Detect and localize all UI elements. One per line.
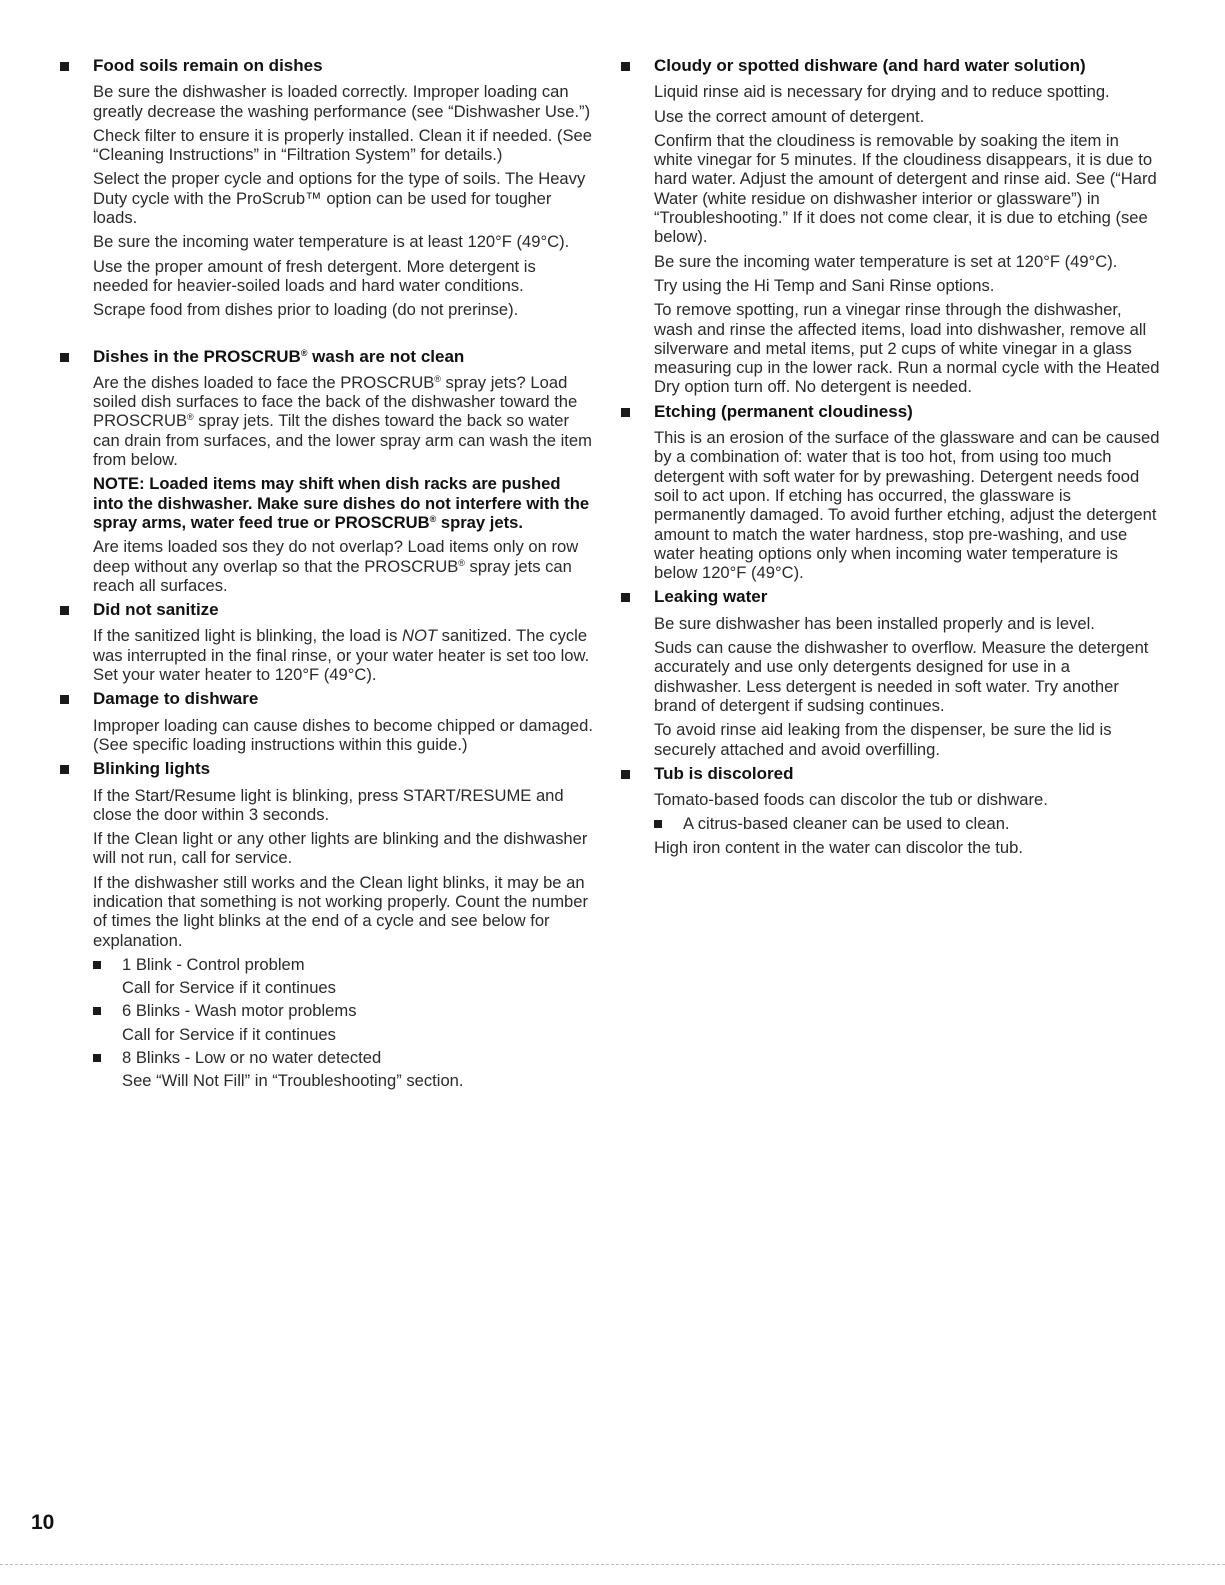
blink-code-item (93, 955, 595, 974)
square-bullet-icon (93, 961, 101, 969)
blink-code-action: Call for Service if it continues (122, 1024, 336, 1044)
section-heading (621, 402, 1161, 421)
paragraph: Liquid rinse aid is necessary for drying and to reduce spotting. (654, 82, 1110, 102)
section-heading (60, 689, 595, 708)
section-proscrub (60, 347, 595, 596)
paragraph: Select the proper cycle and options for the type of soils. The Heavy Duty cycle with the ProScrub™ option can be used for tougher loads. (93, 169, 586, 228)
paragraph: Scrape food from dishes prior to loading (do not prerinse). (93, 300, 519, 320)
tip-text: A citrus-based cleaner can be used to clean. (683, 814, 1010, 834)
section-heading (60, 759, 595, 778)
note-paragraph: NOTE: Loaded items may shift when dish racks are pushed into the dishwasher. Make sure dishes do not interfere with the spray arms, water feed true or PROSCRUB® spray jets. (93, 474, 590, 532)
paragraph: To avoid rinse aid leaking from the dispenser, be sure the lid is securely attached and avoid overfilling. (654, 720, 1112, 759)
square-bullet-icon (93, 1007, 101, 1015)
heading-text: Cloudy or spotted dishware (and hard water solution) (654, 56, 1086, 75)
tip-item (654, 814, 1161, 833)
paragraph: Be sure the incoming water temperature is set at 120°F (49°C). (654, 251, 1118, 271)
paragraph: Suds can cause the dishwasher to overflow. Measure the detergent accurately and use only detergents designed for use in a dishwasher. Less detergent is needed in soft water. Try another brand of detergent if sudsing continues. (654, 638, 1149, 715)
paragraph: Use the proper amount of fresh detergent. More detergent is needed for heavier-soiled loads and hard water conditions. (93, 256, 536, 295)
paragraph: To remove spotting, run a vinegar rinse through the dishwasher, wash and rinse the affected items, load into dishwasher, remove all silverware and metal items, put 2 cups of white vinegar in a glass measuring cup in the lower rack. Run a normal cycle with the Heated Dry option turn off. No detergent is needed. (654, 300, 1160, 397)
square-bullet-icon (621, 408, 630, 417)
section-tub-discolored (621, 764, 1161, 857)
blink-code-label: 8 Blinks - Low or no water detected (122, 1048, 382, 1068)
section-food-soils (60, 56, 595, 320)
square-bullet-icon (60, 353, 69, 362)
square-bullet-icon (60, 765, 69, 774)
heading-text: Food soils remain on dishes (93, 56, 323, 75)
blink-code-label: 6 Blinks - Wash motor problems (122, 1001, 357, 1021)
heading-text: Did not sanitize (93, 600, 219, 620)
blink-code-label: 1 Blink - Control problem (122, 954, 305, 974)
section-etching (621, 402, 1161, 583)
paragraph: Try using the Hi Temp and Sani Rinse options. (654, 275, 995, 295)
square-bullet-icon (621, 593, 630, 602)
section-heading (621, 764, 1161, 783)
paragraph: Be sure dishwasher has been installed properly and is level. (654, 613, 1095, 633)
section-damage (60, 689, 595, 754)
blink-code-item (93, 1048, 595, 1067)
square-bullet-icon (621, 62, 630, 71)
heading-text: Blinking lights (93, 759, 211, 779)
paragraph: Be sure the dishwasher is loaded correctly. Improper loading can greatly decrease the washing performance (see “Dishwasher Use.”) (93, 82, 591, 121)
square-bullet-icon (60, 695, 69, 704)
section-heading (60, 56, 595, 75)
square-bullet-icon (60, 62, 69, 71)
section-heading (60, 600, 595, 619)
heading-text: wash are not clean (307, 346, 465, 366)
section-cloudy (621, 56, 1161, 397)
paragraph: Check filter to ensure it is properly installed. Clean it if needed. (See “Cleaning Instructions” in “Filtration System” for details.) (93, 125, 592, 165)
section-heading (60, 347, 595, 366)
heading-text: Tub is discolored (654, 763, 794, 783)
paragraph: If the Clean light or any other lights are blinking and the dishwasher will not run, call for service. (93, 829, 588, 868)
paragraph: This is an erosion of the surface of the glassware and can be caused by a combination of: water that is too hot, from using too much detergent with soft water for by prewashing. Detergent needs food soil to act upon. If etching has occurred, the glassware is permanently damaged. To avoid further etching, adjust the detergent amount to match the water hardness, stop pre-washing, and use water heating options only when incoming water temperature is below 120°F (49°C). (654, 428, 1160, 583)
square-bullet-icon (654, 820, 662, 828)
paragraph: High iron content in the water can discolor the tub. (654, 837, 1023, 857)
paragraph: Confirm that the cloudiness is removable by soaking the item in white vinegar for 5 minutes. If the cloudiness disappears, it is due to hard water. Adjust the amount of detergent and rinse aid. See (“Hard Water (white residue on dishwasher interior or glassware”) in “Troubleshooting.” If it does not come clear, it is due to etching (see below). (654, 130, 1157, 247)
blink-code-item (93, 1001, 595, 1020)
heading-text: Damage to dishware (93, 689, 259, 709)
section-heading (621, 56, 1161, 75)
paragraph: Are the dishes loaded to face the PROSCRUB® spray jets? Load soiled dish surfaces to face the back of the dishwasher toward the PROSCRUB® spray jets. Tilt the dishes toward the back so water can drain from surfaces, and the lower spray arm can wash the item from below. (93, 372, 592, 470)
registered-mark: ® (300, 347, 308, 358)
blink-code-action: See “Will Not Fill” in “Troubleshooting” section. (122, 1071, 464, 1091)
paragraph: Are items loaded sos they do not overlap? Load items only on row deep without any overlap so that the PROSCRUB® spray jets can reach all surfaces. (93, 537, 579, 595)
blink-code-action: Call for Service if it continues (122, 978, 336, 998)
square-bullet-icon (60, 606, 69, 615)
section-heading (621, 587, 1161, 606)
left-column (60, 56, 595, 1095)
paragraph: If the Start/Resume light is blinking, press START/RESUME and close the door within 3 seconds. (93, 785, 564, 824)
paragraph: Tomato-based foods can discolor the tub or dishware. (654, 790, 1048, 810)
heading-text: Leaking water (654, 587, 768, 607)
paragraph: If the dishwasher still works and the Clean light blinks, it may be an indication that something is not working properly. Count the number of times the light blinks at the end of a cycle and see below for explanation. (93, 872, 589, 950)
heading-text: Etching (permanent cloudiness) (654, 401, 913, 421)
paragraph: Use the correct amount of detergent. (654, 106, 925, 126)
section-leaking (621, 587, 1161, 758)
paragraph: Be sure the incoming water temperature is at least 120°F (49°C). (93, 232, 570, 252)
section-blinking-lights (60, 759, 595, 1090)
page-edge-divider (0, 1564, 1225, 1565)
paragraph: Improper loading can cause dishes to become chipped or damaged. (See specific loading instructions within this guide.) (93, 715, 593, 754)
square-bullet-icon (621, 770, 630, 779)
section-sanitize (60, 600, 595, 684)
page-number: 10 (31, 1511, 55, 1534)
heading-text: Dishes in the PROSCRUB (93, 346, 301, 366)
square-bullet-icon (93, 1054, 101, 1062)
right-column (621, 56, 1161, 862)
paragraph: If the sanitized light is blinking, the load is NOT sanitized. The cycle was interrupted in the final rinse, or your water heater is set too low. Set your water heater to 120°F (49°C). (93, 626, 590, 685)
